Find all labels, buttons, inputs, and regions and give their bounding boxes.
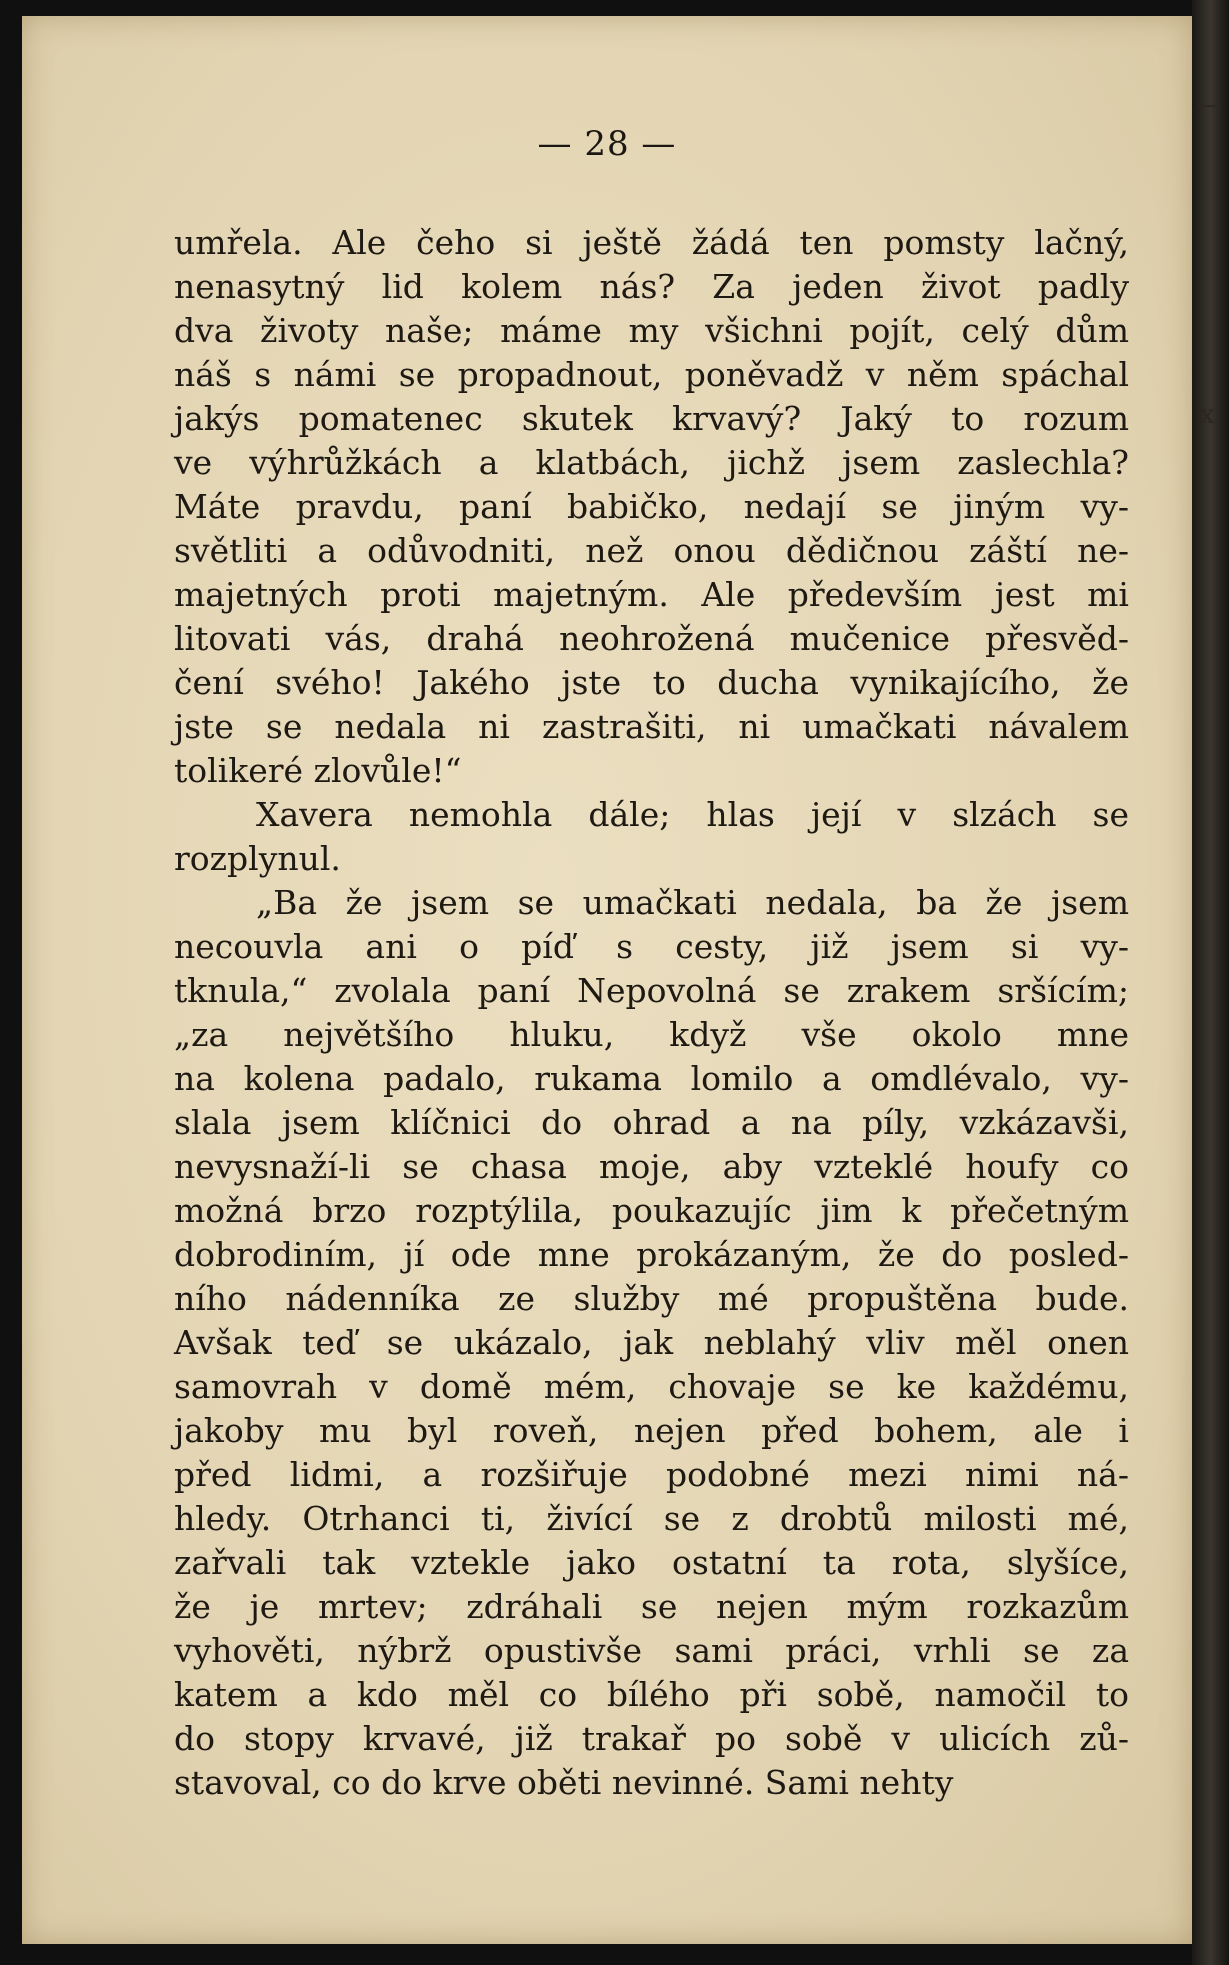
text-line: katem a kdo měl co bílého při sobě, namočil to bbox=[174, 1675, 1129, 1714]
text-line: hledy. Otrhanci ti, živící se z drobtů milosti mé, bbox=[174, 1499, 1129, 1538]
text-line: „za největšího hluku, když vše okolo mne bbox=[174, 1015, 1129, 1054]
text-line: tknula,“ zvolala paní Nepovolná se zrakem sršícím; bbox=[174, 971, 1129, 1010]
text-line: umřela. Ale čeho si ještě žádá ten pomsty lačný, bbox=[174, 223, 1129, 262]
text-line: slala jsem klíčnici do ohrad a na píly, vzkázavši, bbox=[174, 1103, 1129, 1142]
text-line: že je mrtev; zdráhali se nejen mým rozkazům bbox=[174, 1587, 1129, 1626]
text-line: Avšak teď se ukázalo, jak neblahý vliv měl onen bbox=[174, 1323, 1129, 1362]
text-line: necouvla ani o píď s cesty, již jsem si vy- bbox=[174, 927, 1129, 966]
text-line: dobrodiním, jí ode mne prokázaným, že do posled- bbox=[174, 1235, 1129, 1274]
text-line: do stopy krvavé, již trakař po sobě v ulicích zů- bbox=[174, 1719, 1129, 1758]
text-line: před lidmi, a rozšiřuje podobné mezi nimi ná- bbox=[174, 1455, 1129, 1494]
text-line: světliti a odůvodniti, než onou dědičnou záští ne- bbox=[174, 531, 1129, 570]
text-line: rozplynul. bbox=[174, 839, 341, 878]
margin-mark: x bbox=[1200, 400, 1215, 430]
text-line: zařvali tak vztekle jako ostatní ta rota, slyšíce, bbox=[174, 1543, 1129, 1582]
text-line: Xavera nemohla dále; hlas její v slzách se bbox=[256, 795, 1129, 834]
text-line: stavoval, co do krve oběti nevinné. Sami nehty bbox=[174, 1763, 954, 1802]
text-line: na kolena padalo, rukama lomilo a omdlévalo, vy- bbox=[174, 1059, 1129, 1098]
text-line: jste se nedala ni zastrašiti, ni umačkati návalem bbox=[174, 707, 1129, 746]
text-line: ve výhrůžkách a klatbách, jichž jsem zaslechla? bbox=[174, 443, 1129, 482]
text-line: náš s námi se propadnout, poněvadž v něm spáchal bbox=[174, 355, 1129, 394]
text-line: samovrah v domě mém, chovaje se ke každému, bbox=[174, 1367, 1129, 1406]
text-line: nevysnaží-li se chasa moje, aby vzteklé houfy co bbox=[174, 1147, 1129, 1186]
text-line: jakoby mu byl roveň, nejen před bohem, ale i bbox=[174, 1411, 1129, 1450]
text-line: Máte pravdu, paní babičko, nedají se jiným vy- bbox=[174, 487, 1129, 526]
text-line: litovati vás, drahá neohrožená mučenice přesvěd- bbox=[174, 619, 1129, 658]
text-line: tolikeré zlovůle!“ bbox=[174, 751, 462, 790]
text-line: jakýs pomatenec skutek krvavý? Jaký to rozum bbox=[174, 399, 1129, 438]
text-line: nenasytný lid kolem nás? Za jeden život padly bbox=[174, 267, 1129, 306]
book-page bbox=[22, 16, 1192, 1944]
text-line: možná brzo rozptýlila, poukazujíc jim k přečetným bbox=[174, 1191, 1129, 1230]
margin-mark: — bbox=[1196, 90, 1222, 120]
text-line: dva životy naše; máme my všichni pojít, celý dům bbox=[174, 311, 1129, 350]
text-line: „Ba že jsem se umačkati nedala, ba že jsem bbox=[256, 883, 1129, 922]
text-line: vyhověti, nýbrž opustivše sami práci, vrhli se za bbox=[174, 1631, 1129, 1670]
text-line: ního nádenníka ze služby mé propuštěna bude. bbox=[174, 1279, 1129, 1318]
text-line: čení svého! Jakého jste to ducha vynikajícího, že bbox=[174, 663, 1129, 702]
page-number: — 28 — bbox=[537, 124, 677, 164]
text-line: majetných proti majetným. Ale především jest mi bbox=[174, 575, 1129, 614]
book-gutter bbox=[1192, 0, 1229, 1965]
body-text bbox=[174, 221, 1129, 1805]
